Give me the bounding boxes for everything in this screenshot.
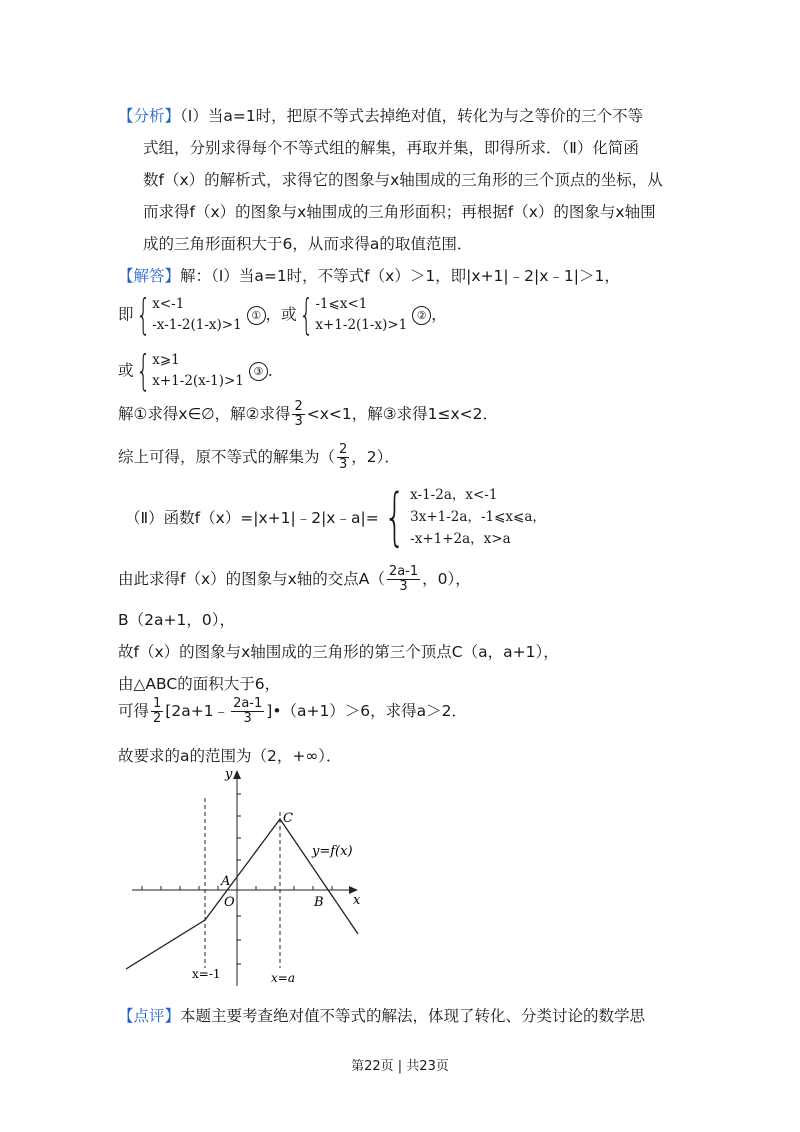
label-x-a: x=a — [271, 971, 295, 985]
summary-line: 综上可得，原不等式的解集为（ $\frac{2}{3}$ ，2）． — [118, 442, 400, 472]
area-equation-line: 可得 $\frac{1}{2}$ [2a+1﹣ $\frac{2a-1}{3}$ ]•（a+1）＞6，求得a＞2． — [118, 696, 468, 726]
label-b: B — [314, 895, 324, 910]
system-row-1: 即{ x<-1 -x-1-2(1-x)>1 ① ，或{ -1⩽x<1 x+1-2(1-x)>1 ② ， — [118, 290, 447, 339]
label-o: O — [224, 895, 235, 910]
label-c: C — [283, 811, 293, 826]
label-x: x — [353, 893, 361, 908]
analysis-line-1: 【分析】（Ⅰ）当a=1时，把原不等式去掉绝对值，转化为与之等价的三个不等 — [118, 107, 644, 125]
analysis-line-3: 数f（x）的解析式，求得它的图象与x轴围成的三角形的三个顶点的坐标，从 — [143, 171, 663, 189]
label-y: y — [225, 768, 233, 782]
analysis-line-5: 成的三角形面积大于6，从而求得a的取值范围． — [143, 235, 473, 253]
solution-line-1: 【解答】解：（Ⅰ）当a=1时，不等式f（x）＞1，即|x+1|﹣2|x﹣1|＞1， — [118, 267, 620, 285]
circle-1: ① — [247, 306, 266, 325]
solve-line: 解①求得x∈∅，解②求得 $\frac{2}{3}$ <x<1，解③求得1≤x<2． — [118, 399, 499, 429]
comment-tag: 【点评】 — [118, 1007, 181, 1025]
piecewise-system: x-1-2a，x<-1 3x+1-2a，-1⩽x⩽a， -x+1+2a，x>a — [410, 487, 546, 547]
label-func: y=f(x) — [312, 844, 353, 859]
analysis-tag: 【分析】 — [118, 107, 181, 125]
solution-tag: 【解答】 — [118, 267, 181, 285]
piecewise-line: （Ⅱ）函数f（x）=|x+1|﹣2|x﹣a|={ x-1-2a，x<-1 3x+1-2a，-1⩽x⩽a， -x+1+2a，x>a — [125, 480, 546, 553]
analysis-line-2: 式组，分别求得每个不等式组的解集，再取并集，即得所求．（Ⅱ）化简函 — [143, 139, 639, 157]
y-axis-arrow — [233, 770, 241, 779]
function-curve — [126, 819, 358, 969]
intersection-line: 由此求得f（x）的图象与x轴的交点A（ $\frac{2a-1}{3}$ ，0）， — [118, 564, 471, 594]
function-graph — [120, 768, 380, 993]
system-3: x⩾1 x+1-2(x-1)>1 — [152, 352, 244, 389]
area-condition-line: 由△ABC的面积大于6， — [118, 675, 281, 693]
y-ticks — [237, 794, 241, 964]
point-b-line: B（2a+1，0）， — [118, 611, 235, 629]
label-x-minus-1: x=-1 — [192, 967, 221, 981]
system-row-2: 或{ x⩾1 x+1-2(x-1)>1 ③ ． — [118, 346, 284, 395]
page-footer: 第22页 | 共23页 — [351, 1059, 449, 1074]
circle-2: ② — [412, 306, 431, 325]
system-1: x<-1 -x-1-2(1-x)>1 — [152, 296, 242, 333]
analysis-line-4: 而求得f（x）的图象与x轴围成的三角形面积；再根据f（x）的图象与x轴围 — [143, 203, 656, 221]
conclusion-line: 故要求的a的范围为（2，+∞）． — [118, 747, 342, 765]
point-c-line: 故f（x）的图象与x轴围成的三角形的第三个顶点C（a，a+1）， — [118, 643, 559, 661]
circle-3: ③ — [249, 362, 268, 381]
comment-line: 【点评】本题主要考查绝对值不等式的解法，体现了转化、分类讨论的数学思 — [118, 1007, 646, 1025]
system-2: -1⩽x<1 x+1-2(1-x)>1 — [315, 296, 408, 333]
label-a: A — [221, 874, 231, 889]
